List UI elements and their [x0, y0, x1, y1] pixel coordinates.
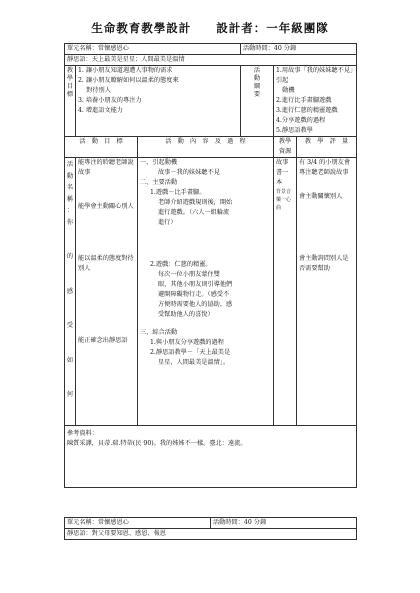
activity-time-2: 活動時間：40 分鐘	[211, 518, 357, 529]
objective-4: 能正確念出靜思語	[78, 337, 128, 344]
evaluation-1: 有 3/4 的小朋友會專注聽老師說故事	[299, 159, 351, 176]
header-evaluation: 教 學 評 量	[297, 137, 357, 158]
teaching-goal-list: 1. 讓小朋友知道週遭人事物的需求 2. 讓小朋友瞭解如何以溫柔的態度來 對待別人 3. 培養小朋友的專注力 4. 增進語文能力	[76, 66, 241, 137]
unit-name-2: 單元名稱：常懷感恩心	[65, 518, 211, 529]
content-cell: 一、引起動機 故事－我的妹妹聽不見 二、主要活動 1.遊戲－比手畫腳。 老師介紹遊戲規則後，開始 進行遊戲。（六人一組輪流 進行） 2.遊戲：仁慈的精靈。 每次一位小朋友蒙住雙 眼，其他小朋友則引導他們 避開障礙物行走。（感受不 方便時需要他人的協助，感 受幫助他人的喜悅） 三、綜合活動 1.與小朋友分享遊戲的過程 2.靜思語教學－「天上最美是 星星，人間最美是溫情」。	[138, 158, 274, 426]
evaluation-3: 會主動詢問別人是否需要幫助	[299, 255, 349, 272]
jingsi-theme-2: 靜思語：對父母要知恩、感恩、報恩	[65, 529, 357, 540]
header-goal: 活 動 目 標	[65, 137, 138, 158]
reference-cell	[65, 426, 357, 488]
activity-summary-list: 1.用故事「我的妹妹聽不見」引起 動機 2.進行比手畫腳遊戲 3.進行仁慈的精靈遊戲 4.分享遊戲的過程 5.靜思語教學	[274, 66, 357, 137]
lesson-plan-table-2	[64, 517, 357, 540]
unit-name: 單元名稱：常懷感恩心	[65, 44, 241, 55]
header-content: 活 動 內 容 及 過 程	[138, 137, 274, 158]
objective-1: 能專注的聆聽老師說故事	[78, 159, 134, 176]
jingsi-theme: 靜思語：天上最美是星星；人間最美是溫情	[65, 55, 357, 66]
resources-cell	[274, 158, 297, 426]
evaluation-2: 會主動關懷別人	[299, 193, 343, 200]
evaluation-cell	[297, 158, 357, 426]
objective-3: 能以溫柔的態度對待別人	[78, 255, 134, 272]
objectives-cell	[76, 158, 138, 426]
activity-time: 活動時間：40 分鐘	[241, 44, 357, 55]
header-resource: 教學資源	[274, 137, 297, 158]
lesson-plan-table	[64, 43, 357, 488]
reference-label: 參考資料：	[67, 430, 98, 437]
activity-summary-label: 活 動 綱 要	[241, 66, 274, 137]
teaching-goal-label: 教 學 目 標	[65, 66, 76, 137]
objective-2: 能學會主動關心別人	[78, 203, 134, 210]
page-title: 生命教育教學設計 設計者：一年級團隊	[91, 21, 329, 35]
resource-storybook: 故事書一本	[276, 159, 289, 186]
resource-music: 背景音樂一心曲	[276, 189, 292, 211]
activity-name-vertical: 活 動 名 稱 ： 你 的 感 受 如 何	[65, 158, 76, 426]
reference-text: 陳質采譯，貝蒂.瑞.特蒂(民 90)。我的姊姊不一樣。臺北：遠流。	[67, 440, 247, 447]
